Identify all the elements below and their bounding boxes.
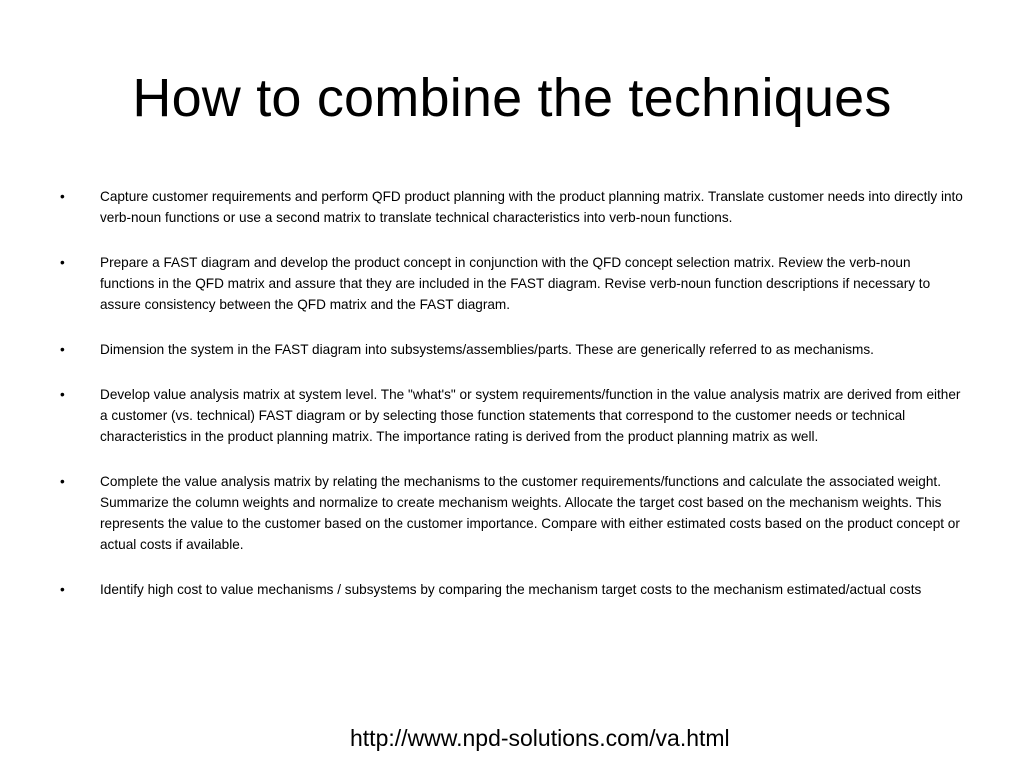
bullet-text: Complete the value analysis matrix by relating the mechanisms to the customer requirements/functions and calculate the associated weight. Summarize the column weights and normalize to create mechanism weights. Allocate the target cost based on the mechanism weights. This represents the value to the customer based on the customer importance. Compare with either estimated costs based on the product concept or actual costs if available. [100,474,960,552]
bullet-item-6 [58,579,966,600]
bullet-icon: • [60,387,65,402]
bullet-text: Capture customer requirements and perform QFD product planning with the product planning matrix. Translate customer needs into directly into verb-noun functions or use a second matrix to translate technical characteristics into verb-noun functions. [100,189,963,225]
bullet-icon: • [60,582,65,597]
bullet-text: Prepare a FAST diagram and develop the product concept in conjunction with the QFD concept selection matrix. Review the verb-noun functions in the QFD matrix and assure that they are included in the FAST diagram. Revise verb-noun function descriptions if necessary to assure consistency between the QFD matrix and the FAST diagram. [100,255,931,312]
bullet-item-2 [58,252,966,315]
bullet-text: Dimension the system in the FAST diagram into subsystems/assemblies/parts. These are generically referred to as mechanisms. [100,342,874,357]
bullet-text: Develop value analysis matrix at system level. The "what's" or system requirements/function in the value analysis matrix are derived from either a customer (vs. technical) FAST diagram or by selecting those function statements that correspond to the customer needs or technical characteristics in the product planning matrix. The importance rating is derived from the product planning matrix as well. [100,387,961,444]
bullet-list [58,186,966,624]
bullet-icon: • [60,255,65,270]
bullet-icon: • [60,474,65,489]
bullet-item-5 [58,471,966,555]
slide-title: How to combine the techniques [132,68,892,128]
bullet-item-4 [58,384,966,447]
source-link[interactable]: http://www.npd-solutions.com/va.html [350,725,730,751]
bullet-text: Identify high cost to value mechanisms / subsystems by comparing the mechanism target costs to the mechanism estimated/actual costs [100,582,922,597]
bullet-icon: • [60,342,65,357]
bullet-icon: • [60,189,65,204]
bullet-item-3 [58,339,966,360]
bullet-item-1 [58,186,966,228]
